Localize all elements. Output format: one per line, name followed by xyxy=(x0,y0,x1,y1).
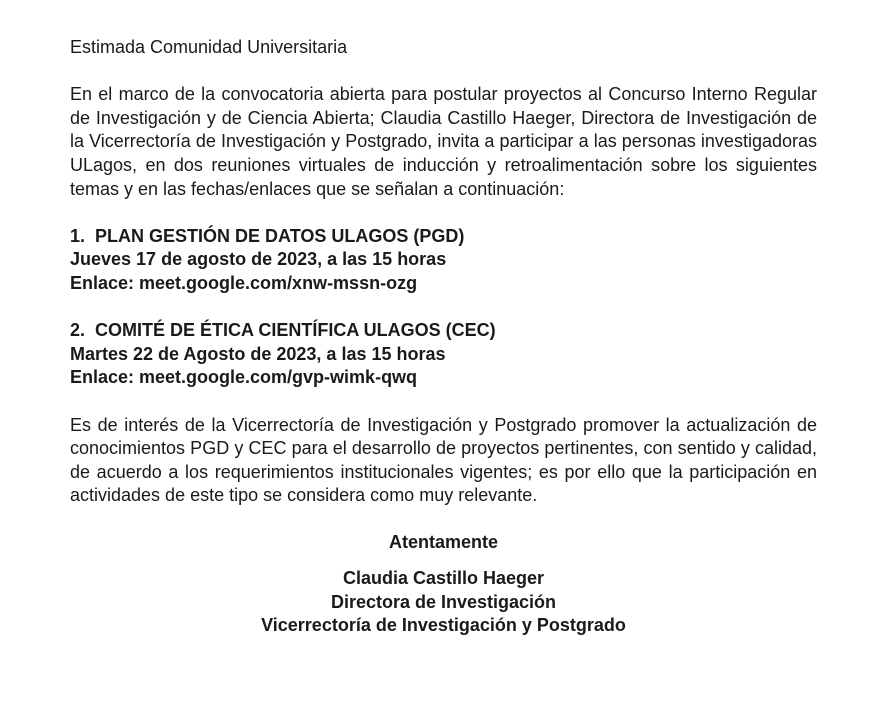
meeting-link[interactable]: Enlace: meet.google.com/gvp-wimk-qwq xyxy=(70,367,418,388)
closing-paragraph: Es de interés de la Vicerrectoría de Investigación y Postgrado promover la actualización de conocimientos PGD y CEC para el desarrollo de proyectos pertinentes, con sentido y calidad, de acuerdo a los requerimientos institucionales vigentes; es por ello que la participación en actividades de este tipo se considera como muy relevante. xyxy=(70,414,817,506)
meeting-date: Martes 22 de Agosto de 2023, a las 15 horas xyxy=(70,343,446,364)
greeting: Estimada Comunidad Universitaria xyxy=(70,37,348,57)
meeting-item-pgd xyxy=(70,225,817,296)
signature-block xyxy=(70,531,817,637)
intro-paragraph: En el marco de la convocatoria abierta para postular proyectos al Concurso Interno Regular de Investigación y de Ciencia Abierta; Claudia Castillo Haeger, Directora de Investigación de la Vicerrectoría de Investigación y Postgrado, invita a participar a las personas investigadoras ULagos, en dos reuniones virtuales de inducción y retroalimentación sobre los siguientes temas y en las fechas/enlaces que se señalan a continuación: xyxy=(70,84,817,199)
signer-role: Directora de Investigación xyxy=(330,591,557,612)
meeting-date: Jueves 17 de agosto de 2023, a las 15 horas xyxy=(70,249,447,270)
regards: Atentamente xyxy=(388,532,499,553)
letter-body xyxy=(70,36,817,638)
meeting-item-cec xyxy=(70,319,817,390)
meeting-link[interactable]: Enlace: meet.google.com/xnw-mssn-ozg xyxy=(70,272,418,293)
signer-unit: Vicerrectoría de Investigación y Postgrado xyxy=(261,615,626,636)
meeting-title: 2. COMITÉ DE ÉTICA CIENTÍFICA ULAGOS (CEC) xyxy=(70,320,496,341)
signer-name: Claudia Castillo Haeger xyxy=(342,568,545,589)
meeting-title: 1. PLAN GESTIÓN DE DATOS ULAGOS (PGD) xyxy=(70,225,465,246)
